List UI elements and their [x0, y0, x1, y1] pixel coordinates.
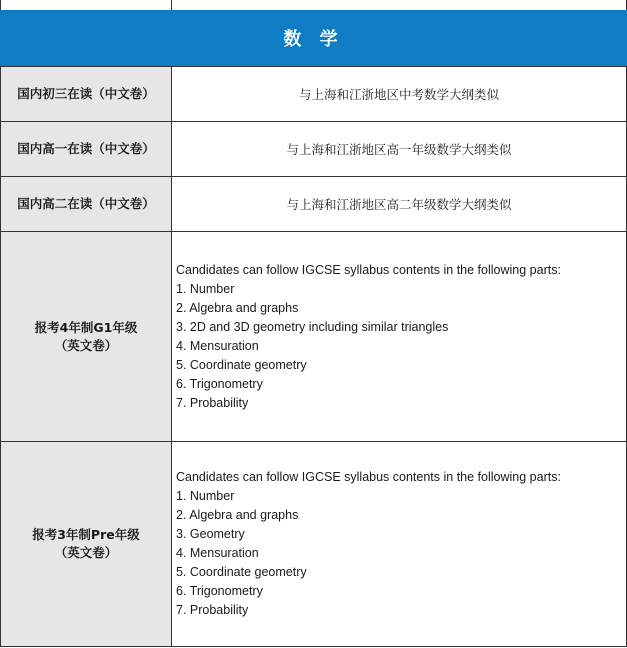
list-item: 2. Algebra and graphs — [176, 300, 299, 315]
syllabus-intro: Candidates can follow IGCSE syllabus contents in the following parts: — [176, 470, 561, 484]
row-value: 与上海和江浙地区高二年级数学大纲类似 — [172, 177, 627, 232]
subject-title: 数 学 — [283, 29, 344, 50]
row-label-line1: 报考3年制Pre年级 — [32, 527, 140, 542]
table-row — [1, 177, 627, 232]
table-row — [1, 122, 627, 177]
table-row — [1, 67, 627, 122]
list-item: 3. Geometry — [176, 527, 245, 541]
list-item: 6. Trigonometry — [176, 376, 263, 391]
list-item: 4. Mensuration — [176, 338, 259, 353]
list-item: 1. Number — [176, 489, 235, 503]
list-item: 7. Probability — [176, 395, 249, 410]
list-item: 7. Probability — [176, 603, 249, 617]
list-item: 5. Coordinate geometry — [176, 565, 307, 579]
row-label — [1, 442, 172, 647]
list-item: 3. 2D and 3D geometry including similar triangles — [176, 319, 449, 334]
syllabus-table — [0, 66, 627, 647]
list-item: 5. Coordinate geometry — [176, 357, 307, 372]
row-label: 国内初三在读（中文卷） — [1, 67, 172, 122]
row-label: 国内高二在读（中文卷） — [1, 177, 172, 232]
row-label-line1: 报考4年制G1年级 — [34, 319, 138, 335]
syllabus-topic-list — [176, 280, 626, 413]
subject-header-banner — [0, 10, 627, 66]
list-item: 2. Algebra and graphs — [176, 508, 299, 522]
table-row — [1, 232, 627, 442]
syllabus-intro: Candidates can follow IGCSE syllabus contents in the following parts: — [176, 262, 561, 277]
row-label-line2: （英文卷） — [54, 337, 118, 353]
list-item: 4. Mensuration — [176, 546, 259, 560]
previous-table-divider — [171, 0, 172, 10]
previous-table-edge — [0, 0, 627, 10]
row-label: 国内高一在读（中文卷） — [1, 122, 172, 177]
syllabus-detail — [172, 232, 627, 442]
row-value: 与上海和江浙地区中考数学大纲类似 — [172, 67, 627, 122]
list-item: 1. Number — [176, 281, 235, 296]
list-item: 6. Trigonometry — [176, 584, 263, 598]
row-label — [1, 232, 172, 442]
syllabus-topic-list — [176, 487, 626, 620]
syllabus-detail — [172, 442, 627, 647]
row-label-line2: （英文卷） — [54, 545, 118, 560]
row-value: 与上海和江浙地区高一年级数学大纲类似 — [172, 122, 627, 177]
table-row — [1, 442, 627, 647]
